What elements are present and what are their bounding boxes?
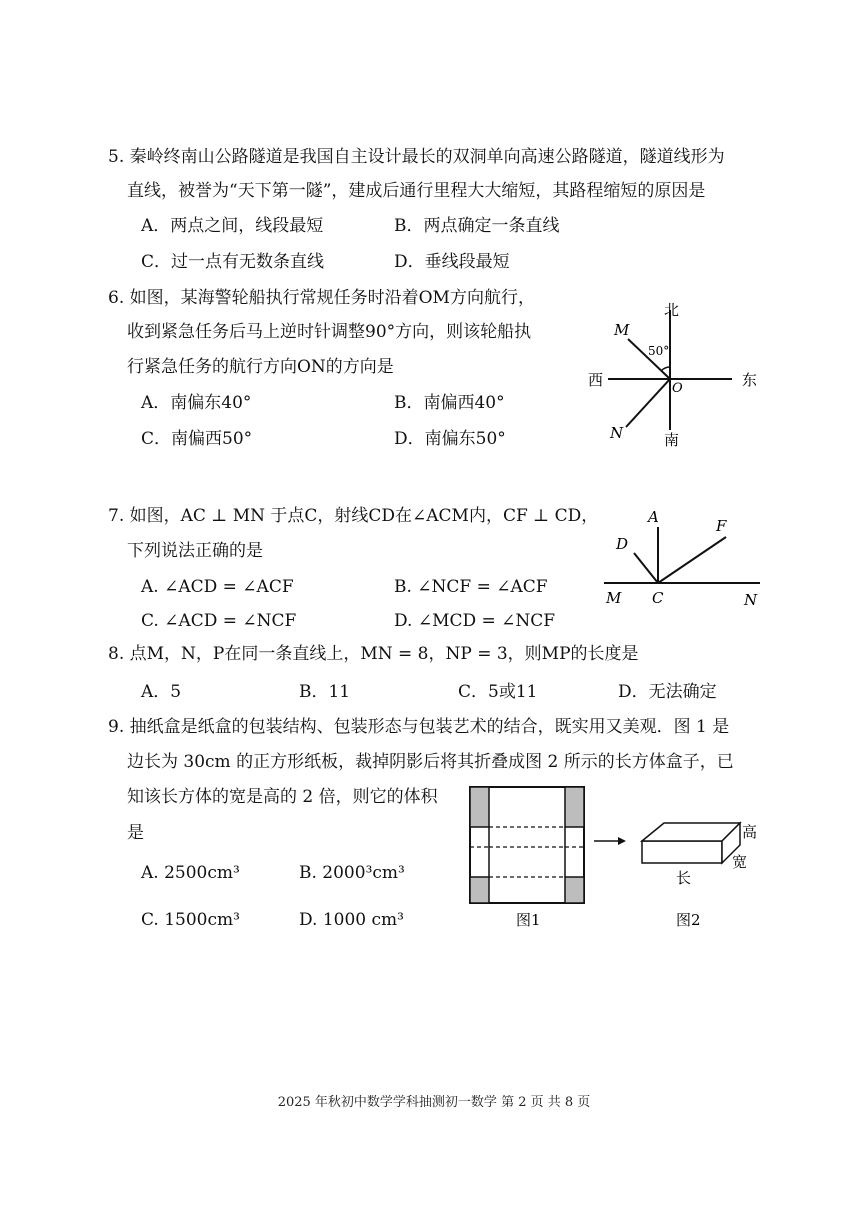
cut-corner-bottom-right	[565, 877, 584, 903]
label-a: A	[648, 508, 659, 526]
q6-line-3: 行紧急任务的航行方向ON的方向是	[127, 357, 394, 377]
label-east: 东	[742, 371, 758, 389]
q9-option-d: D. 1000 cm³	[299, 910, 404, 930]
label-width: 宽	[732, 853, 748, 871]
cut-corner-top-right	[565, 787, 584, 827]
q9-line-2: 边长为 30cm 的正方形纸板，裁掉阴影后将其折叠成图 2 所示的长方体盒子，已	[127, 752, 734, 772]
label-f: F	[716, 517, 727, 535]
q5-option-c: C．过一点有无数条直线	[141, 252, 325, 272]
label-m: M	[606, 589, 622, 607]
q6-option-a: A．南偏东40°	[141, 393, 252, 413]
q8-option-b: B．11	[299, 682, 351, 702]
q7-option-a: A. ∠ACD = ∠ACF	[141, 577, 294, 597]
q7-line-1: 7. 如图，AC ⊥ MN 于点C，射线CD在∠ACM内，CF ⊥ CD，	[108, 506, 599, 526]
q5-option-b: B．两点确定一条直线	[394, 216, 560, 236]
q9-option-b: B. 2000³cm³	[299, 863, 405, 883]
q9-option-c: C. 1500cm³	[141, 910, 240, 930]
label-fig2: 图2	[676, 911, 701, 929]
q6-line-1: 6. 如图，某海警轮船执行常规任务时沿着OM方向航行，	[108, 288, 535, 308]
q5-line-1: 5. 秦岭终南山公路隧道是我国自主设计最长的双洞单向高速公路隧道，隧道线形为	[108, 147, 725, 167]
q8-option-d: D．无法确定	[618, 682, 717, 702]
ray-cf	[658, 537, 726, 583]
label-west: 西	[588, 371, 604, 389]
cut-corner-bottom-left	[470, 877, 489, 903]
q6-option-b: B．南偏西40°	[394, 393, 505, 413]
label-south: 南	[664, 431, 680, 449]
label-fig1: 图1	[516, 911, 541, 929]
q5-line-2: 直线，被誉为“天下第一隧”，建成后通行里程大大缩短，其路程缩短的原因是	[127, 181, 706, 201]
q9-line-1: 9. 抽纸盒是纸盒的包装结构、包装形态与包装艺术的结合，既实用又美观．图 1 是	[108, 717, 730, 737]
q9-line-3: 知该长方体的宽是高的 2 倍，则它的体积	[127, 787, 438, 807]
q6-option-d: D．南偏东50°	[394, 429, 506, 449]
ray-on	[626, 379, 670, 427]
page-footer: 2025 年秋初中数学学科抽测初一数学 第 2 页 共 8 页	[277, 1095, 591, 1110]
label-n: N	[610, 424, 624, 442]
q7-line-2: 下列说法正确的是	[127, 541, 263, 561]
label-height: 高	[742, 823, 758, 841]
label-c: C	[652, 589, 664, 607]
q5-option-d: D．垂线段最短	[394, 252, 510, 272]
label-n: N	[744, 591, 758, 609]
q6-option-c: C．南偏西50°	[141, 429, 253, 449]
q7-option-b: B. ∠NCF = ∠ACF	[394, 577, 548, 597]
label-north: 北	[664, 301, 680, 319]
label-o: O	[672, 381, 683, 396]
q7-angle-figure	[598, 505, 768, 610]
angle-arc	[661, 367, 670, 371]
arrow-icon	[618, 837, 626, 845]
label-length: 长	[676, 869, 692, 887]
box-front	[642, 841, 722, 863]
q9-line-4: 是	[127, 823, 144, 843]
q5-option-a: A．两点之间，线段最短	[141, 216, 324, 236]
label-d: D	[616, 535, 629, 553]
label-angle: 50°	[648, 344, 670, 358]
q6-line-2: 收到紧急任务后马上逆时针调整90°方向，则该轮船执	[127, 322, 532, 342]
label-m: M	[614, 321, 630, 339]
q8-option-c: C．5或11	[458, 682, 538, 702]
cut-corner-top-left	[470, 787, 489, 827]
q9-box-figure	[466, 783, 766, 933]
q9-option-a: A. 2500cm³	[141, 863, 240, 883]
ray-cd	[634, 553, 658, 583]
q6-compass-figure	[580, 295, 780, 450]
q7-option-d: D. ∠MCD = ∠NCF	[394, 611, 556, 631]
q8-option-a: A．5	[141, 682, 182, 702]
q8-line-1: 8. 点M，N，P在同一条直线上，MN = 8，NP = 3，则MP的长度是	[108, 644, 639, 664]
q7-option-c: C. ∠ACD = ∠NCF	[141, 611, 297, 631]
